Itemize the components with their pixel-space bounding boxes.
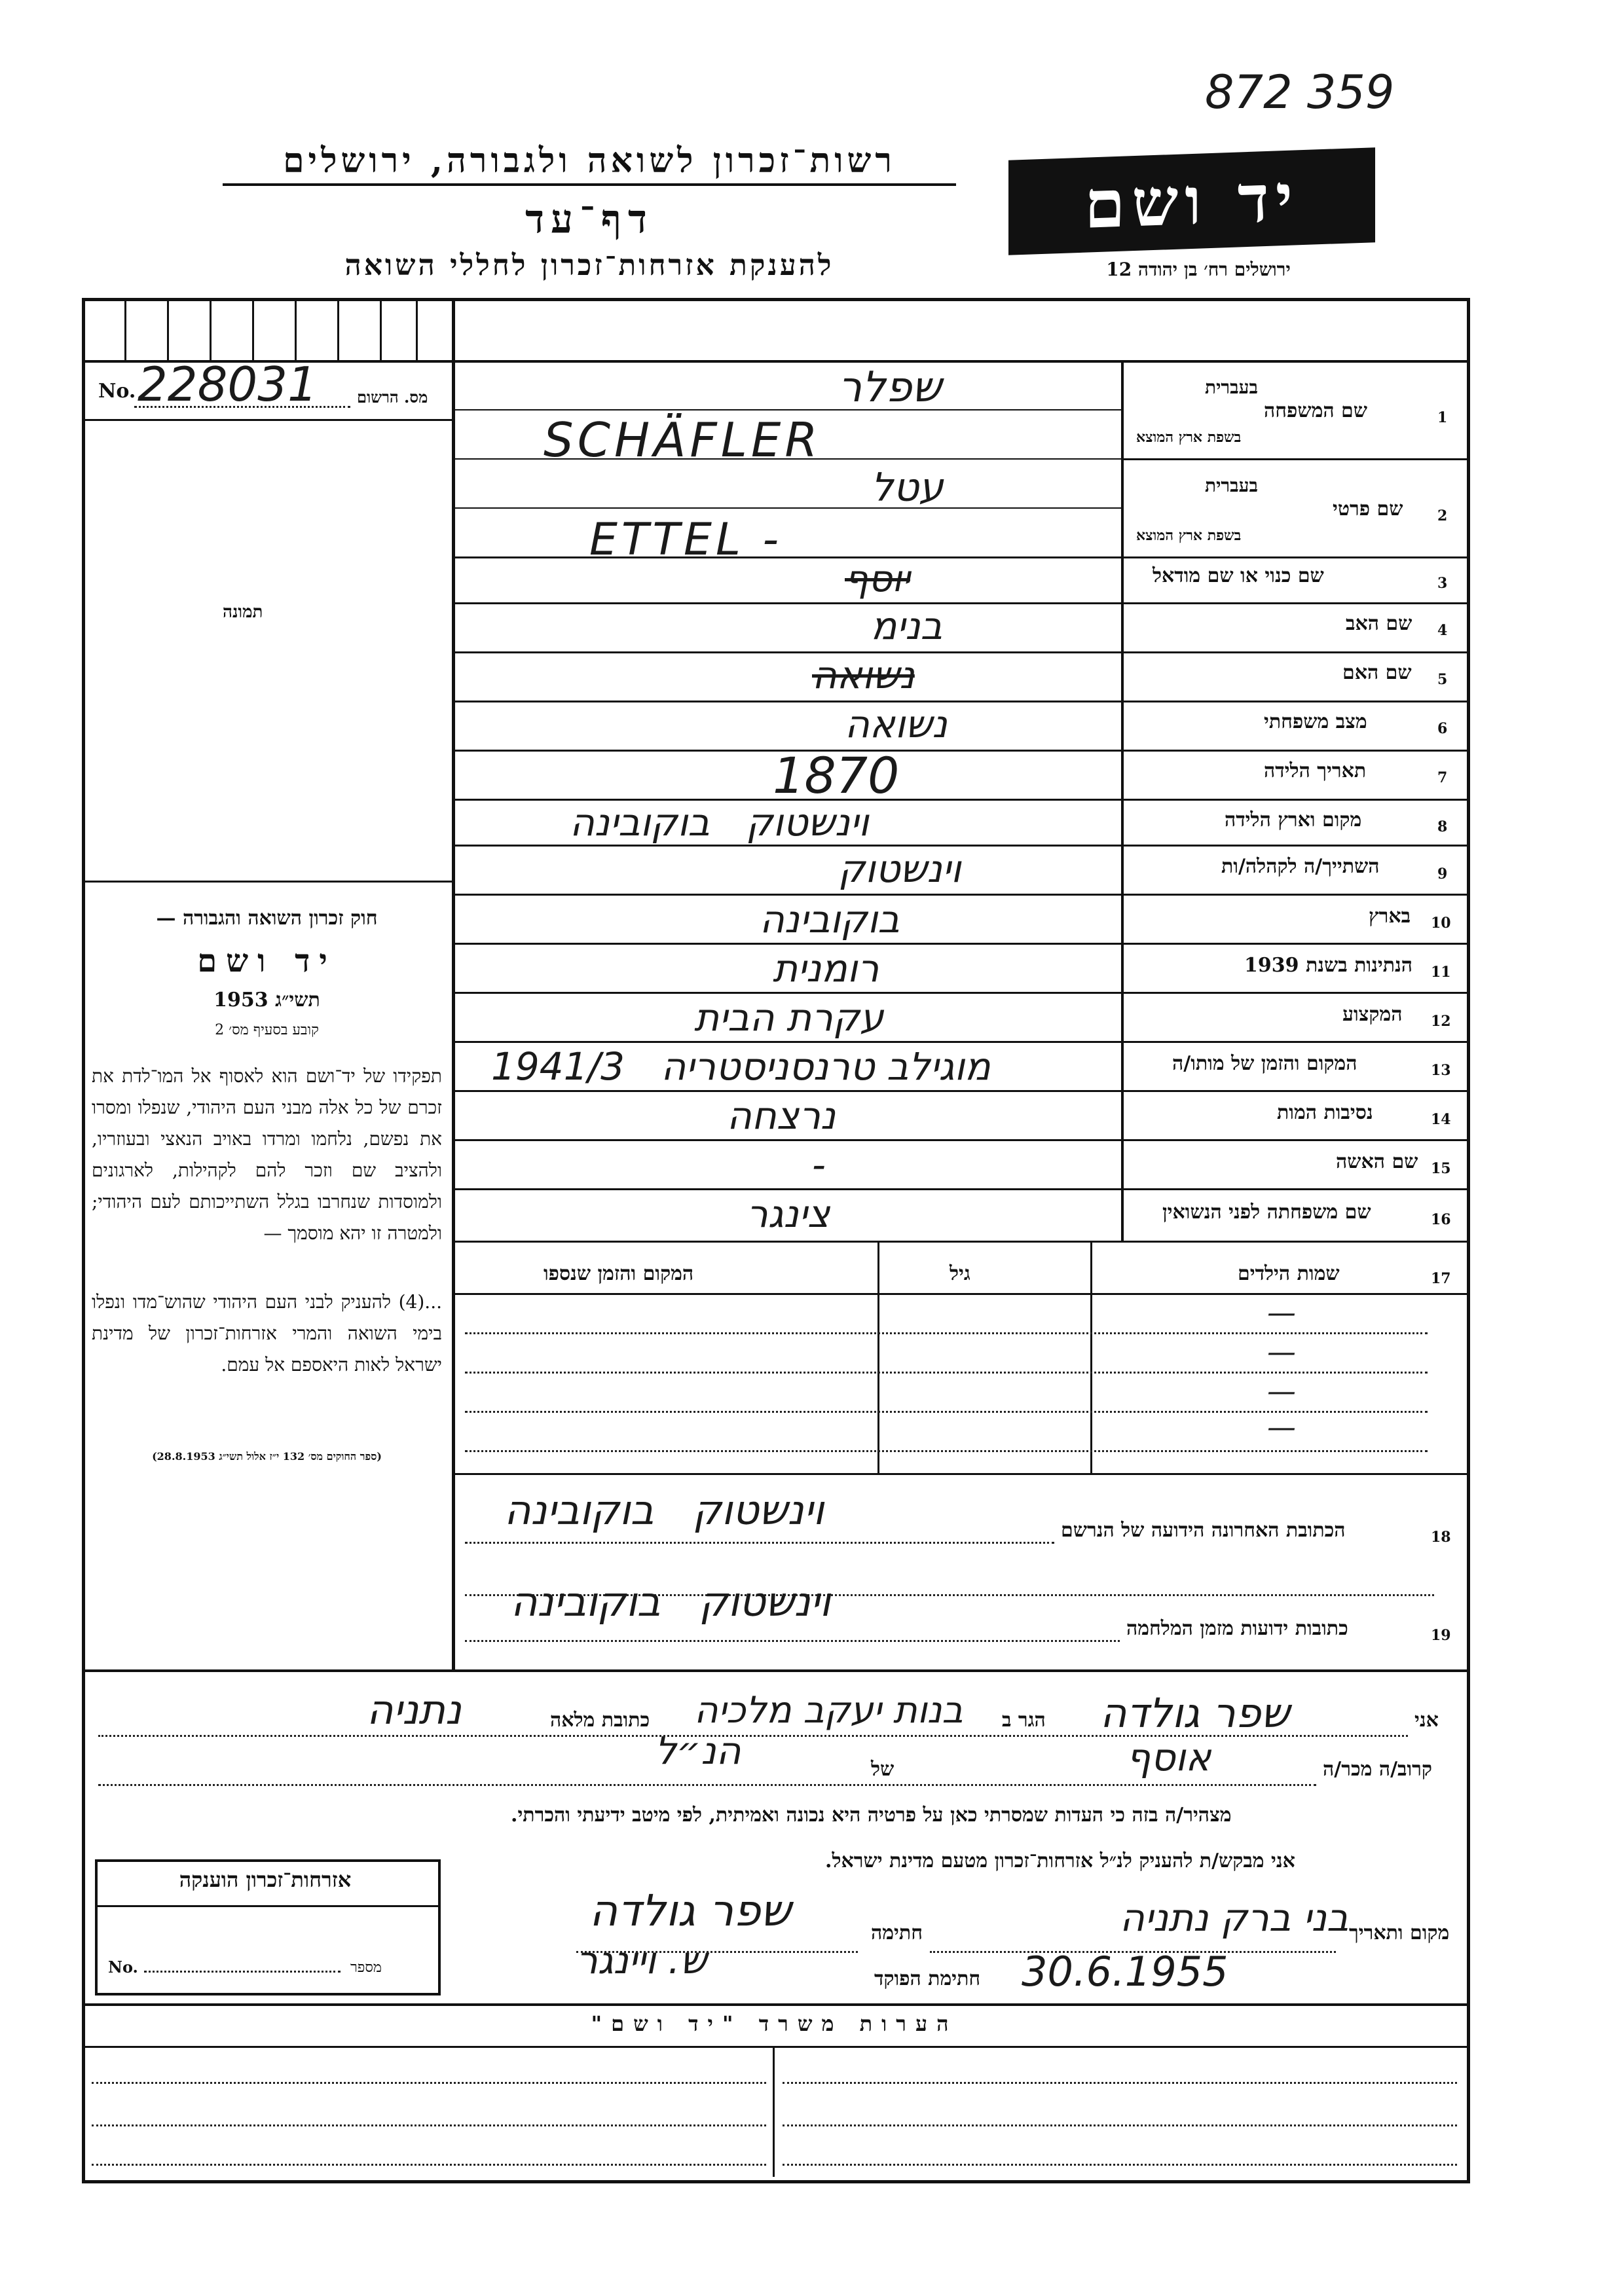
corner-reference: 872 359 (1205, 65, 1395, 119)
field-10-number: 10 (1431, 915, 1451, 932)
form-title: דף־עד (525, 196, 654, 242)
decl-place-date-label: מקום ותאריך (1349, 1922, 1450, 1944)
field-15-value: - (812, 1142, 826, 1187)
form-subtitle: להענקת אזרחות־זכרון לחללי השואה (344, 249, 834, 282)
field-8-number: 8 (1437, 818, 1448, 835)
field-13-value: מוגילב טרנסניסטריה 1941/3 (491, 1044, 991, 1089)
field-15-label: שם האשה (1336, 1150, 1418, 1173)
decl-place: בנות יעקב מלכיה (694, 1689, 963, 1732)
field-9-value: וינשטוק (838, 847, 961, 891)
field-1-value-hebrew: שפלר (838, 363, 942, 412)
field-19-value: וינשטוק בוקובינה (511, 1578, 831, 1626)
decl-signature: שפר גולדה (589, 1886, 792, 1936)
decl-name: שפר גולדה (1100, 1689, 1290, 1737)
field-15-number: 15 (1431, 1160, 1451, 1177)
decl-of-label: של (871, 1758, 895, 1781)
decl-signature-label: חתימה (871, 1922, 923, 1944)
field-2-label: שם פרטי (1333, 498, 1403, 520)
decl-of-value: הנ״ל (655, 1728, 741, 1773)
field-2-sub-hebrew: בעברית (1205, 475, 1259, 496)
field-5-value: נשואה (812, 653, 915, 697)
children-header-place: המקום והזמן שנספו (544, 1262, 694, 1285)
field-12-label: המקצוע (1342, 1003, 1403, 1026)
field-7-value: 1870 (773, 746, 900, 805)
authority-title: רשות־זכרון לשואה ולגבורה, ירושלים (223, 141, 956, 186)
field-18-value: וינשטוק בוקובינה (504, 1486, 824, 1534)
decl-relation-label: קרוב/ה מכר/ה (1323, 1758, 1432, 1781)
field-12-value: עקרת הבית (694, 995, 884, 1040)
decl-relation: אוסף (1126, 1735, 1211, 1779)
field-5-label: שם האם (1342, 661, 1412, 684)
field-3-number: 3 (1437, 575, 1448, 592)
field-9-label: השתייך/ה לקהלה/ות (1221, 855, 1380, 878)
field-18-label: הכתובת האחרונה הידועה של הנרשם (1061, 1519, 1346, 1542)
children-header-age: גיל (950, 1262, 970, 1285)
law-section: קובע בסעיף מס׳ 2 (215, 1022, 319, 1038)
field-10-value: בוקובינה (760, 897, 900, 941)
field-9-number: 9 (1437, 866, 1448, 883)
decl-statement: מצהיר/ה בזה כי העדות שמסרתי כאן על פרטיה היא נכונה ואמיתית, לפי מיטב ידיעתי והכרתי. (511, 1804, 1232, 1827)
field-6-label: מצב משפחתי (1264, 710, 1367, 733)
field-14-label: נסיבות המות (1277, 1101, 1373, 1124)
field-19-number: 19 (1431, 1627, 1451, 1644)
field-1-sub-origin: בשפת ארץ המוצא (1136, 429, 1242, 446)
field-2-sub-origin: בשפת ארץ המוצא (1136, 527, 1242, 544)
field-10-label: בארץ (1369, 905, 1411, 928)
field-7-label: תאריך הלידה (1264, 759, 1367, 782)
reg-number: 228031 (138, 357, 318, 412)
decl-date: 30.6.1955 (1022, 1948, 1228, 1995)
decl-place-value: בני ברק נתניה (1120, 1895, 1349, 1940)
decl-request: אני מבקש/ת להעניק לנ״ל אזרחות־זכרון מטעם מדינת ישראל. (825, 1850, 1295, 1872)
field-5-number: 5 (1437, 671, 1448, 688)
field-11-value: רומנית (773, 946, 879, 991)
law-footnote: (ספר החוקים מס׳ 132 י״ז אלול תשי״ג 28.8.1953) (152, 1450, 382, 1463)
field-4-number: 4 (1437, 622, 1448, 639)
field-7-number: 7 (1437, 769, 1448, 786)
field-4-label: שם האב (1346, 612, 1412, 635)
field-6-number: 6 (1437, 720, 1448, 737)
law-title: חוק זכרון השואה והגבורה — (156, 907, 378, 930)
field-13-number: 13 (1431, 1062, 1451, 1079)
field-1-sub-hebrew: בעברית (1205, 376, 1259, 398)
child-name-3: — (1267, 1375, 1296, 1408)
decl-address: נתניה (367, 1686, 462, 1734)
decl-prefix: אני (1414, 1709, 1439, 1732)
decl-clerk-signature: ש. ויינגר (576, 1938, 707, 1982)
child-name-4: — (1267, 1411, 1296, 1444)
law-name: יד ושם (197, 943, 337, 979)
reg-label: מס. הרשום (357, 388, 428, 407)
logo (1008, 147, 1375, 255)
decl-lives-in: הגר ב (1002, 1709, 1046, 1732)
field-16-value: צינגר (747, 1192, 830, 1236)
field-2-number: 2 (1437, 507, 1448, 524)
field-3-label: שם כנוי או שם מודאל (1153, 564, 1324, 587)
law-year: תשי״ג 1953 (213, 989, 320, 1011)
field-6-value: נשואה (845, 702, 948, 746)
field-16-label: שם משפחתה לפני הנשואין (1162, 1201, 1371, 1224)
field-14-number: 14 (1431, 1111, 1451, 1128)
field-8-label: מקום וארץ הלידה (1225, 809, 1362, 831)
citizenship-title: אזרחות־זכרון הוענקה (179, 1867, 352, 1892)
field-18-number: 18 (1431, 1529, 1451, 1546)
field-2-value-origin: ETTEL - (589, 514, 783, 566)
field-11-label: הנתינות בשנת 1939 (1244, 954, 1413, 977)
field-1-label: שם המשפחה (1264, 399, 1368, 422)
field-12-number: 12 (1431, 1013, 1451, 1030)
field-4-value: בנימ (871, 604, 943, 648)
field-1-value-origin: SCHÄFLER (544, 412, 822, 467)
field-14-value: נרצחה (727, 1093, 836, 1138)
law-paragraph-1: תפקידו של יד־ושם הוא לאסוף אל המו־לדת את זכרם של כל אלה מבני העם היהודי, שנפלו ומסרו את נפשם, נלחמו ומרדו באויב הנאצי ובעוזריו, ולהציב שם וזכר להם לקהילות, לארגונים ולמוסדות שנחרבו בגלל השתייכותם לעם היהודי; ולמטרה זו יהא מוסמך — (92, 1065, 442, 1244)
children-header-names: שמות הילדים (1238, 1262, 1340, 1285)
reg-no-label: No. (98, 380, 136, 403)
law-paragraph-2: ...(4) להעניק לבני העם היהודי שהוש־מדו ונפלו בימי השואה והמרי אזרחות־זכרון של מדינת ישראל לאות היאספם אל עמם. (92, 1291, 442, 1376)
field-11-number: 11 (1431, 964, 1451, 981)
field-2-value-hebrew: עטל (871, 465, 944, 511)
field-8-value: וינשטוק בוקובינה (570, 800, 869, 845)
field-13-label: המקום והזמן של מותו/ה (1172, 1052, 1357, 1075)
citizenship-number-label: מספר (350, 1959, 382, 1976)
field-1-number: 1 (1437, 409, 1448, 426)
citizenship-no-label: No. (108, 1958, 138, 1977)
field-17-number: 17 (1431, 1270, 1451, 1287)
logo-text: יד ושם (1084, 158, 1299, 244)
field-19-label: כתובות ידועות מזמן המלחמה (1126, 1617, 1348, 1640)
field-3-value: יוסף (845, 558, 910, 600)
photo-label: תמונה (223, 602, 263, 622)
child-name-2: — (1267, 1336, 1296, 1369)
decl-clerk-label: חתימת הפוקד (874, 1967, 981, 1990)
child-name-1: — (1267, 1296, 1296, 1330)
office-notes-title: הערות משרד "יד ושם" (591, 2011, 958, 2036)
field-16-number: 16 (1431, 1211, 1451, 1228)
decl-full-address-label: כתובת מלאה (550, 1709, 650, 1732)
address-line: ירושלים רח׳ בן יהודה 12 (1106, 259, 1291, 280)
